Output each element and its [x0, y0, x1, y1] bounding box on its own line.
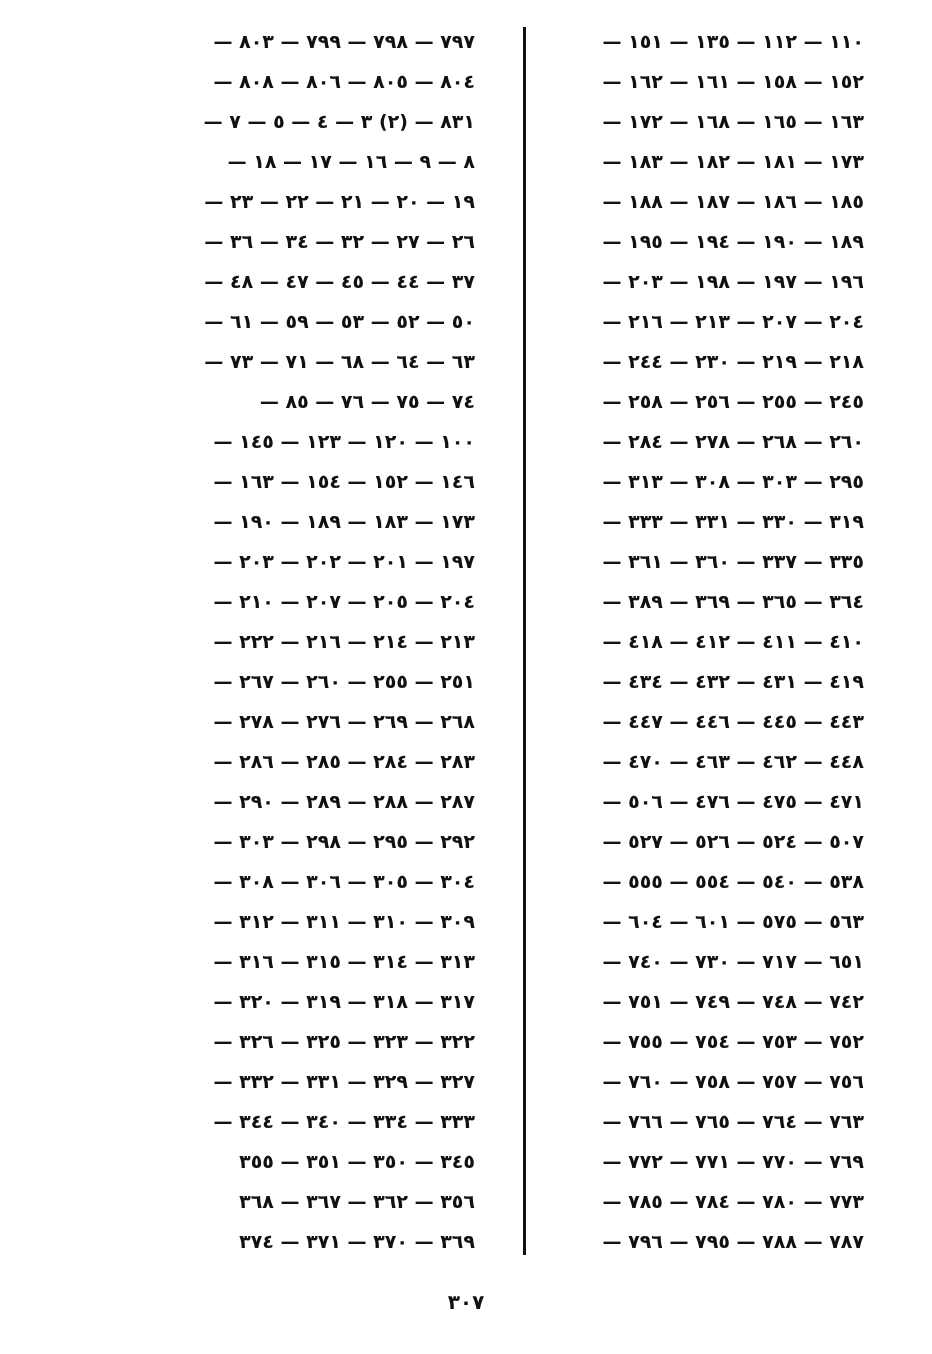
number-row: ٢٦٠ — ٢٦٨ — ٢٧٨ — ٢٨٤ —: [602, 431, 864, 453]
number-row: ١٩ — ٢٠ — ٢١ — ٢٢ — ٢٣ —: [204, 191, 475, 213]
number-row: ٢٨٣ — ٢٨٤ — ٢٨٥ — ٢٨٦ —: [213, 751, 475, 773]
number-row: ٧٤٢ — ٧٤٨ — ٧٤٩ — ٧٥١ —: [602, 991, 864, 1013]
number-row: ٣١٣ — ٣١٤ — ٣١٥ — ٣١٦ —: [213, 951, 475, 973]
number-row: ١٨٥ — ١٨٦ — ١٨٧ — ١٨٨ —: [602, 191, 864, 213]
number-row: ٢٨٧ — ٢٨٨ — ٢٨٩ — ٢٩٠ —: [213, 791, 475, 813]
number-row: ٧٦٩ — ٧٧٠ — ٧٧١ — ٧٧٢ —: [602, 1151, 864, 1173]
number-row: ٢٠٤ — ٢٠٥ — ٢٠٧ — ٢١٠ —: [213, 591, 475, 613]
number-row: ٨٠٤ — ٨٠٥ — ٨٠٦ — ٨٠٨ —: [213, 71, 475, 93]
number-row: ٥٣٨ — ٥٤٠ — ٥٥٤ — ٥٥٥ —: [602, 871, 864, 893]
left-column: [160, 22, 475, 1262]
number-row: ٤٤٣ — ٤٤٥ — ٤٤٦ — ٤٤٧ —: [602, 711, 864, 733]
number-row: ٣١٧ — ٣١٨ — ٣١٩ — ٣٢٠ —: [213, 991, 475, 1013]
number-row: ٣٣٥ — ٣٣٧ — ٣٦٠ — ٣٦١ —: [602, 551, 864, 573]
number-row: ٥٠ — ٥٢ — ٥٣ — ٥٩ — ٦١ —: [204, 311, 475, 333]
column-divider: [523, 27, 526, 1255]
number-row: ٣٦٤ — ٣٦٥ — ٣٦٩ — ٣٨٩ —: [602, 591, 864, 613]
number-row: ٧٧٣ — ٧٨٠ — ٧٨٤ — ٧٨٥ —: [602, 1191, 864, 1213]
number-row: ٤١٠ — ٤١١ — ٤١٢ — ٤١٨ —: [602, 631, 864, 653]
number-row: ١٤٦ — ١٥٢ — ١٥٤ — ١٦٣ —: [213, 471, 475, 493]
number-row: ٥٠٧ — ٥٢٤ — ٥٢٦ — ٥٢٧ —: [602, 831, 864, 853]
number-row: ٧٥٢ — ٧٥٣ — ٧٥٤ — ٧٥٥ —: [602, 1031, 864, 1053]
number-row: ١٠٠ — ١٢٠ — ١٢٣ — ١٤٥ —: [213, 431, 475, 453]
number-row: ٢٦ — ٢٧ — ٣٢ — ٣٤ — ٣٦ —: [204, 231, 475, 253]
number-row: ٣٠٩ — ٣١٠ — ٣١١ — ٣١٢ —: [213, 911, 475, 933]
number-row: ٤٧١ — ٤٧٥ — ٤٧٦ — ٥٠٦ —: [602, 791, 864, 813]
number-row: ٧٥٦ — ٧٥٧ — ٧٥٨ — ٧٦٠ —: [602, 1071, 864, 1093]
number-row: ١٧٣ — ١٨١ — ١٨٢ — ١٨٣ —: [602, 151, 864, 173]
number-row: ١١٠ — ١١٢ — ١٣٥ — ١٥١ —: [602, 31, 864, 53]
number-row: ٣٥٦ — ٣٦٢ — ٣٦٧ — ٣٦٨: [239, 1191, 475, 1213]
number-row: ٦٥١ — ٧١٧ — ٧٣٠ — ٧٤٠ —: [602, 951, 864, 973]
number-row: ١٨٩ — ١٩٠ — ١٩٤ — ١٩٥ —: [602, 231, 864, 253]
number-row: ٢١٨ — ٢١٩ — ٢٣٠ — ٢٤٤ —: [602, 351, 864, 373]
number-row: ٧٦٣ — ٧٦٤ — ٧٦٥ — ٧٦٦ —: [602, 1111, 864, 1133]
number-row: ١٩٦ — ١٩٧ — ١٩٨ — ٢٠٣ —: [602, 271, 864, 293]
number-row: ٣١٩ — ٣٣٠ — ٣٣١ — ٣٣٣ —: [602, 511, 864, 533]
number-row: ٢٥١ — ٢٥٥ — ٢٦٠ — ٢٦٧ —: [213, 671, 475, 693]
number-row: ٢١٣ — ٢١٤ — ٢١٦ — ٢٢٢ —: [213, 631, 475, 653]
right-column: [552, 22, 864, 1262]
number-row: ٢٦٨ — ٢٦٩ — ٢٧٦ — ٢٧٨ —: [213, 711, 475, 733]
number-row: ٧٩٧ — ٧٩٨ — ٧٩٩ — ٨٠٣ —: [213, 31, 475, 53]
number-row: ٢٩٥ — ٣٠٣ — ٣٠٨ — ٣١٣ —: [602, 471, 864, 493]
number-row: ١٥٢ — ١٥٨ — ١٦١ — ١٦٢ —: [602, 71, 864, 93]
number-row: ٣٣٣ — ٣٣٤ — ٣٤٠ — ٣٤٤ —: [213, 1111, 475, 1133]
number-row: ٣٠٤ — ٣٠٥ — ٣٠٦ — ٣٠٨ —: [213, 871, 475, 893]
number-row: ٦٣ — ٦٤ — ٦٨ — ٧١ — ٧٣ —: [204, 351, 475, 373]
number-row: ٧٨٧ — ٧٨٨ — ٧٩٥ — ٧٩٦ —: [602, 1231, 864, 1253]
number-row: ٢٩٢ — ٢٩٥ — ٢٩٨ — ٣٠٣ —: [213, 831, 475, 853]
number-row: ١٧٣ — ١٨٣ — ١٨٩ — ١٩٠ —: [213, 511, 475, 533]
number-row: ٤٤٨ — ٤٦٢ — ٤٦٣ — ٤٧٠ —: [602, 751, 864, 773]
number-row: ٧٤ — ٧٥ — ٧٦ — ٨٥ —: [259, 391, 475, 413]
number-row: ٣٤٥ — ٣٥٠ — ٣٥١ — ٣٥٥: [239, 1151, 475, 1173]
number-row: ١٩٧ — ٢٠١ — ٢٠٢ — ٢٠٣ —: [213, 551, 475, 573]
number-row: ٣٦٩ — ٣٧٠ — ٣٧١ — ٣٧٤: [239, 1231, 475, 1253]
page-number: ٣٠٧: [447, 1290, 485, 1314]
number-row: ٨ — ٩ — ١٦ — ١٧ — ١٨ —: [227, 151, 475, 173]
number-row: ١٦٣ — ١٦٥ — ١٦٨ — ١٧٢ —: [602, 111, 864, 133]
number-row: ٨٣١ — (٢) ٣ — ٤ — ٥ — ٧ —: [203, 111, 475, 133]
number-row: ٤١٩ — ٤٣١ — ٤٣٢ — ٤٣٤ —: [602, 671, 864, 693]
number-row: ٢٠٤ — ٢٠٧ — ٢١٣ — ٢١٦ —: [602, 311, 864, 333]
number-row: ٣٧ — ٤٤ — ٤٥ — ٤٧ — ٤٨ —: [204, 271, 475, 293]
number-row: ٢٤٥ — ٢٥٥ — ٢٥٦ — ٢٥٨ —: [602, 391, 864, 413]
number-row: ٣٢٧ — ٣٢٩ — ٣٣١ — ٣٣٢ —: [213, 1071, 475, 1093]
number-row: ٥٦٣ — ٥٧٥ — ٦٠١ — ٦٠٤ —: [602, 911, 864, 933]
number-row: ٣٢٢ — ٣٢٣ — ٣٢٥ — ٣٢٦ —: [213, 1031, 475, 1053]
